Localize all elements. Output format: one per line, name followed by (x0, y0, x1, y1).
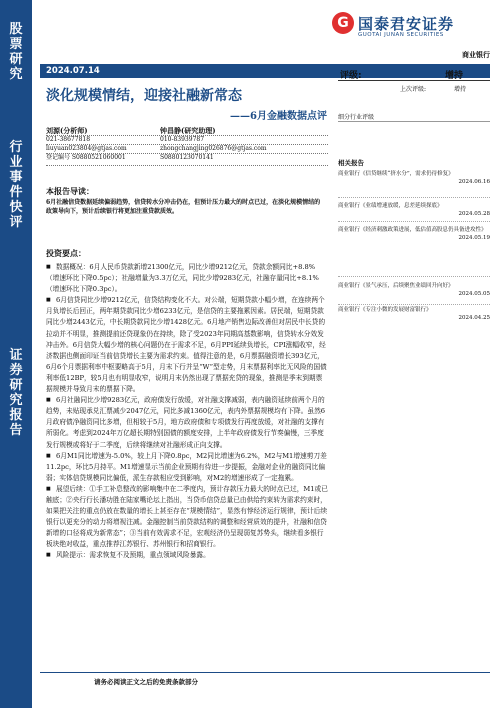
related-report-title[interactable]: 商业银行《经济刺激政策进展，低估值高股息仍具备进攻性》 (338, 227, 487, 233)
related-report[interactable] (338, 170, 490, 186)
related-reports-heading: 相关报告 (338, 159, 364, 167)
disclaimer-footer: 请务必阅读正文之后的免责条款部分 (94, 678, 198, 686)
related-report-date: 2024.05.05 (458, 291, 490, 297)
key-points-heading: 投资要点： (46, 248, 86, 258)
industry-rating-tag: 细分行业评级 (338, 114, 375, 121)
brand-mark-icon: G (332, 12, 354, 34)
key-point-item: ■ 6月信贷同比少增9212亿元，信贷结构变化不大。对公端，短期贷款小幅少增，在连续两个月负增长后回正，两年期贷款同比少增6233亿元，是信贷的主要拖累因素。居民端，短期贷款同比少增2443亿元，中长期贷款同比少增1428亿元。6月地产销售边际改善但对居民中长贷的拉动并不明显，推测提前还贷现象仍在持续，除了受2023年同期高基数影响，信贷转水分效发冲击外。6月信贷大幅少增的核心问题仍在于需求不足，6月PPI延续负增长，CPI涨幅收窄，经济数据也侧面印证当前信贷增长主要为需求约束。值得注意的是，6月票据融资增长393亿元，6月6个月票据利率中枢要略高于5月，月末下行并呈“W”型走势，月末票据利率比无风险的国债利率低12BP，较5月也有明显收窄，说明月末仍然出现了票据充贷的现象，推测是季末到期票据规模并导致月末的票据下降。 (46, 296, 327, 394)
related-divider (338, 276, 490, 277)
bullet-icon: ■ (46, 264, 51, 270)
summary-text: 6月社融信贷数据延续偏弱趋势，信贷转水分冲击仍在，但预计压力最大的时点已过，在淡化规模情结的政策导向下，预计后续银行将更加注重贷款质效。 (46, 199, 321, 215)
report-title: 淡化规模情结，迎接社融新常态 (46, 88, 242, 104)
key-point-item: ■ 展望后续：①手工补息整改的影响集中在二季度内，预计存款压力最大的时点已过，M1或已触底；②央行行长潘功胜在陆家嘴论坛上指出，当贷币信贷总量已由供给约束转为需求约束时，如果把关注的重点仍放在数量的增长上甚至存在“规模情结”，显然有悖经济运行规律，预计后续银行以更充分的动力将增视注减。金融控制当前贷款结构的调整和经营质效的提升，社融和信贷新增的口径将成为新常态”；③当前有效需求不足，宏观经济仍呈现弱复苏势头，继续看多银行板块绝对收益，重点推荐江苏银行、苏州银行和招商银行。 (46, 484, 328, 549)
key-point-item: ■ 风险提示：需求恢复不及预期，重点领域风险暴露。 (46, 550, 328, 561)
related-report[interactable] (338, 202, 490, 218)
rating-label: 评级: (340, 71, 362, 81)
related-report-title[interactable]: 商业银行《业绩增速放缓，息差延续探底》 (338, 203, 443, 209)
bullet-icon: ■ (46, 485, 51, 492)
analyst-cert: 登记编号 S0880521060001 (46, 154, 126, 161)
report-subtitle: ——6月金融数据点评 (230, 111, 327, 122)
analyst-divider (46, 165, 328, 166)
side-label-securities-report: 证券研究报告 (9, 348, 23, 438)
bullet-icon: ■ (46, 397, 51, 404)
analyst-divider (46, 144, 328, 145)
analyst-divider (46, 135, 328, 136)
related-divider (338, 197, 490, 198)
related-report-title[interactable]: 商业银行《信贷继续“挤水分”，需求仍待修复》 (338, 171, 454, 177)
industry-divider (338, 121, 490, 122)
related-divider (338, 304, 490, 305)
related-report-date: 2024.06.16 (458, 179, 490, 185)
analyst-divider (46, 153, 328, 154)
related-report[interactable] (338, 282, 490, 298)
analyst-email[interactable]: liuyuan023804@gtjas.com (46, 145, 127, 152)
rating-value: 增持 (445, 71, 464, 81)
key-point-item: ■ 6月M1同比增速为-5.0%，较上月下降0.8pc，M2同比增速为6.2%，M2与M1增速剪刀差11.2pc，环比5月持平。M1增速显示当前企业预期有待进一步提振，金融对企业的融资同比偏弱；实体信贷规模同比偏低，派生存款相应受到影响，对M2的增速形成了一定拖累。 (46, 451, 327, 482)
side-label-stock-research: 股票研究 (9, 22, 23, 82)
related-report[interactable] (338, 226, 490, 242)
analyst-name: 钟昌静(研究助理) (160, 126, 216, 135)
bullet-icon: ■ (46, 552, 51, 559)
footer-divider (40, 672, 490, 673)
report-date: 2024.07.14 (46, 66, 100, 76)
side-label-event-review: 行业事件快评 (9, 140, 23, 230)
key-point-item: ■ 数据概况：6月人民币贷款新增21300亿元，同比少增9212亿元，贷款余额同比+8.8%（增速环比下降0.5pc）；社融增量为3.3万亿元，同比少增9283亿元，社融存量同比+8.1%（增速环比下降0.3pc）。 (46, 263, 319, 294)
brand-logo (332, 12, 454, 34)
analyst-phone: 021-38677818 (46, 136, 91, 143)
summary-heading: 本报告导读： (46, 186, 94, 196)
key-point-item: ■ 6月社融同比少增9283亿元，政府债发行放缓，对社融支撑减弱，表内融资延续前两个月的趋势，未贴现承兑汇票减少2047亿元，同比多减1360亿元，表内外票据规模均有下降。虽然6月政府债净融资同比多增，但相较于5月，地方政府债和专项债发行再度放缓，对社融的支撑有所弱化。考虑到2024年万亿超长期特别国债的额度安排，上半年政府债发行节奏偏慢，三季度发行规模或将好于二季度，后续将继续对社融形成正向支撑。 (46, 396, 326, 449)
bullet-icon: ■ (46, 452, 51, 459)
related-report-date: 2024.05.28 (458, 211, 490, 217)
related-divider (338, 221, 490, 222)
date-bar (40, 64, 490, 78)
industry-corner-tag: 商业银行 (462, 51, 490, 59)
bullet-icon: ■ (46, 297, 51, 304)
previous-rating-value: 增持 (454, 86, 467, 93)
key-points (46, 262, 328, 562)
analyst-email[interactable]: zhongchangjing026876@gtjas.com (160, 145, 267, 152)
brand-name: 国泰君安证券 (358, 14, 455, 33)
related-report-date: 2024.04.25 (458, 315, 490, 321)
analyst-phone: 010-83939787 (160, 136, 205, 143)
related-report-title[interactable]: 商业银行《专注小微的发展财富银行》 (338, 307, 432, 313)
related-report-date: 2024.05.19 (458, 235, 490, 241)
previous-rating-label: 上次评级: (400, 86, 427, 93)
analyst-cert: S0880123070141 (160, 154, 214, 161)
related-report[interactable] (338, 306, 490, 322)
brand-name-en: GUOTAI JUNAN SECURITIES (358, 32, 444, 38)
analyst-name: 刘源(分析师) (46, 126, 88, 135)
related-report-title[interactable]: 商业银行《景气承压，后续聚焦业绩回升向好》 (338, 283, 454, 289)
